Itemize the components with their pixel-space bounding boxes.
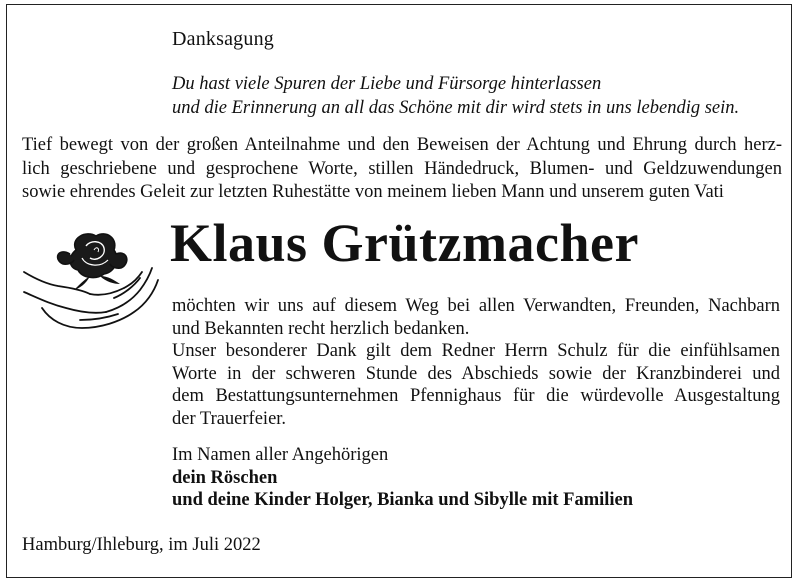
thanks-line: der Trauerfeier. [172,408,287,429]
intro-line: Tief bewegt von der großen Anteilnahme und den Beweisen der Achtung und Ehrung durch herz- [22,135,782,155]
thanks-line: und Bekannten recht herzlich bedanken. [172,318,470,339]
thanks-line: möchten wir uns auf diesem Weg bei allen Verwandten, Freunden, Nachbarn [172,296,780,316]
intro-line: sowie ehrendes Geleit zur letzten Ruhestätte von meinem lieben Mann und unserem guten Vati [22,182,724,202]
signoff [172,444,633,512]
verse-line: Du hast viele Spuren der Liebe und Fürsorge hinterlassen [172,74,602,94]
notice-heading: Danksagung [172,28,274,50]
rose-in-hands-icon [20,228,162,338]
signoff-children: und deine Kinder Holger, Bianka und Sibylle mit Familien [172,490,634,510]
thanks-line: dem Bestattungsunternehmen Pfennighaus für die würdevolle Ausgestaltung [172,386,780,406]
deceased-name: Klaus Grützmacher [170,213,639,273]
place-date: Hamburg/Ihleburg, im Juli 2022 [22,535,261,555]
intro-line: lich geschriebene und gesprochene Worte, stillen Händedruck, Blumen- und Geldzuwendungen [22,158,782,179]
signoff-spouse: dein Röschen [172,467,278,488]
intro-paragraph [22,134,782,205]
thanks-line: Unser besonderer Dank gilt dem Redner Herrn Schulz für die einfühlsamen [172,341,780,361]
thanks-paragraph [172,295,780,430]
thanks-line: Worte in der schweren Stunde des Abschieds sowie der Kranzbinderei und [172,363,780,384]
signoff-line: Im Namen aller Angehörigen [172,445,389,465]
verse-line: und die Erinnerung an all das Schöne mit dir wird stets in uns lebendig sein. [172,98,740,118]
memorial-verse [172,72,782,120]
